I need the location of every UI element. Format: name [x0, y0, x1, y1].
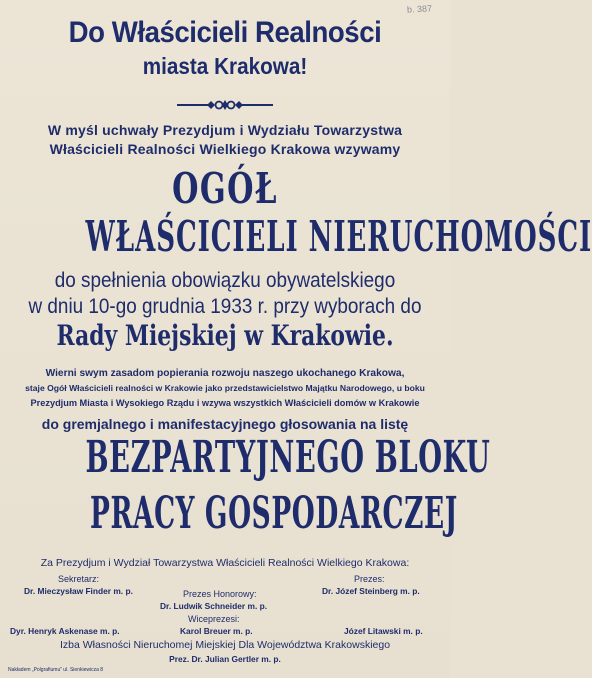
intro-line-2: Właścicieli Realności Wielkiego Krakowa wzywamy: [49, 141, 401, 157]
headline-line-1: OGÓŁ: [172, 164, 278, 213]
appeal-line-4: do gremjalnego i manifestacyjnego głosowania na listę: [41, 415, 409, 432]
vice-president-left-name: Dyr. Henryk Askenase m. p.: [10, 626, 120, 636]
ornament-divider-icon: [175, 98, 275, 112]
president-name: Dr. Józef Steinberg m. p.: [322, 586, 420, 596]
president-label: Prezes:: [354, 574, 385, 584]
appeal-paragraph: [14, 366, 436, 435]
honorary-president-name: Dr. Ludwik Schneider m. p.: [160, 601, 268, 611]
chamber-president-name: Prez. Dr. Julian Gertler m. p.: [169, 654, 281, 664]
poster-title: Do Właścicieli Realności: [68, 16, 382, 49]
duty-line-1: do spełnienia obowiązku obywatelskiego: [54, 269, 396, 292]
secretary-name: Dr. Mieczysław Finder m. p.: [24, 586, 133, 596]
list-name-line-2: PRACY GOSPODARCZEJ: [90, 488, 458, 539]
vice-president-right-name: Józef Litawski m. p.: [344, 626, 423, 636]
appeal-line-2: staje Ogół Właścicieli realności w Krakowie jako przedstawicielstwo Majątku Narodowego, u boku: [25, 383, 425, 394]
intro-line-1: W myśl uchwały Prezydjum i Wydziału Towarzystwa: [47, 122, 403, 138]
appeal-line-3: Prezydjum Miasta i Wysokiego Rządu i wzywa wszystkich Właścicieli domów w Krakowie: [30, 398, 420, 409]
vice-president-center-name: Karol Breuer m. p.: [180, 626, 253, 636]
printer-imprint: Nakładem „Polgrafiumu” ul. Sienkiewicza 8: [8, 667, 104, 673]
headline-line-2: WŁAŚCICIELI NIERUCHOMOŚCI: [85, 212, 592, 261]
list-name-line-1: BEZPARTYJNEGO BLOKU: [85, 432, 491, 483]
appeal-line-1: Wierni swym zasadom popierania rozwoju naszego ukochanego Krakowa,: [45, 368, 405, 379]
signatures-heading: Za Prezydjum i Wydział Towarzystwa Właścicieli Realności Wielkiego Krakowa:: [40, 557, 410, 569]
vice-presidents-label: Wiceprezesi:: [188, 614, 240, 624]
chamber-line: Izba Własności Nieruchomej Miejskiej Dla Województwa Krakowskiego: [59, 639, 391, 651]
poster-subtitle: miasta Krakowa!: [142, 53, 308, 79]
honorary-president-label: Prezes Honorowy:: [183, 589, 257, 599]
city-council-heading: Rady Miejskiej w Krakowie.: [56, 319, 394, 352]
duty-line-2: w dniu 10-go grudnia 1933 r. przy wyborach do: [28, 295, 422, 318]
secretary-label: Sekretarz:: [58, 574, 100, 584]
archive-stamp: b. 387: [406, 3, 433, 15]
